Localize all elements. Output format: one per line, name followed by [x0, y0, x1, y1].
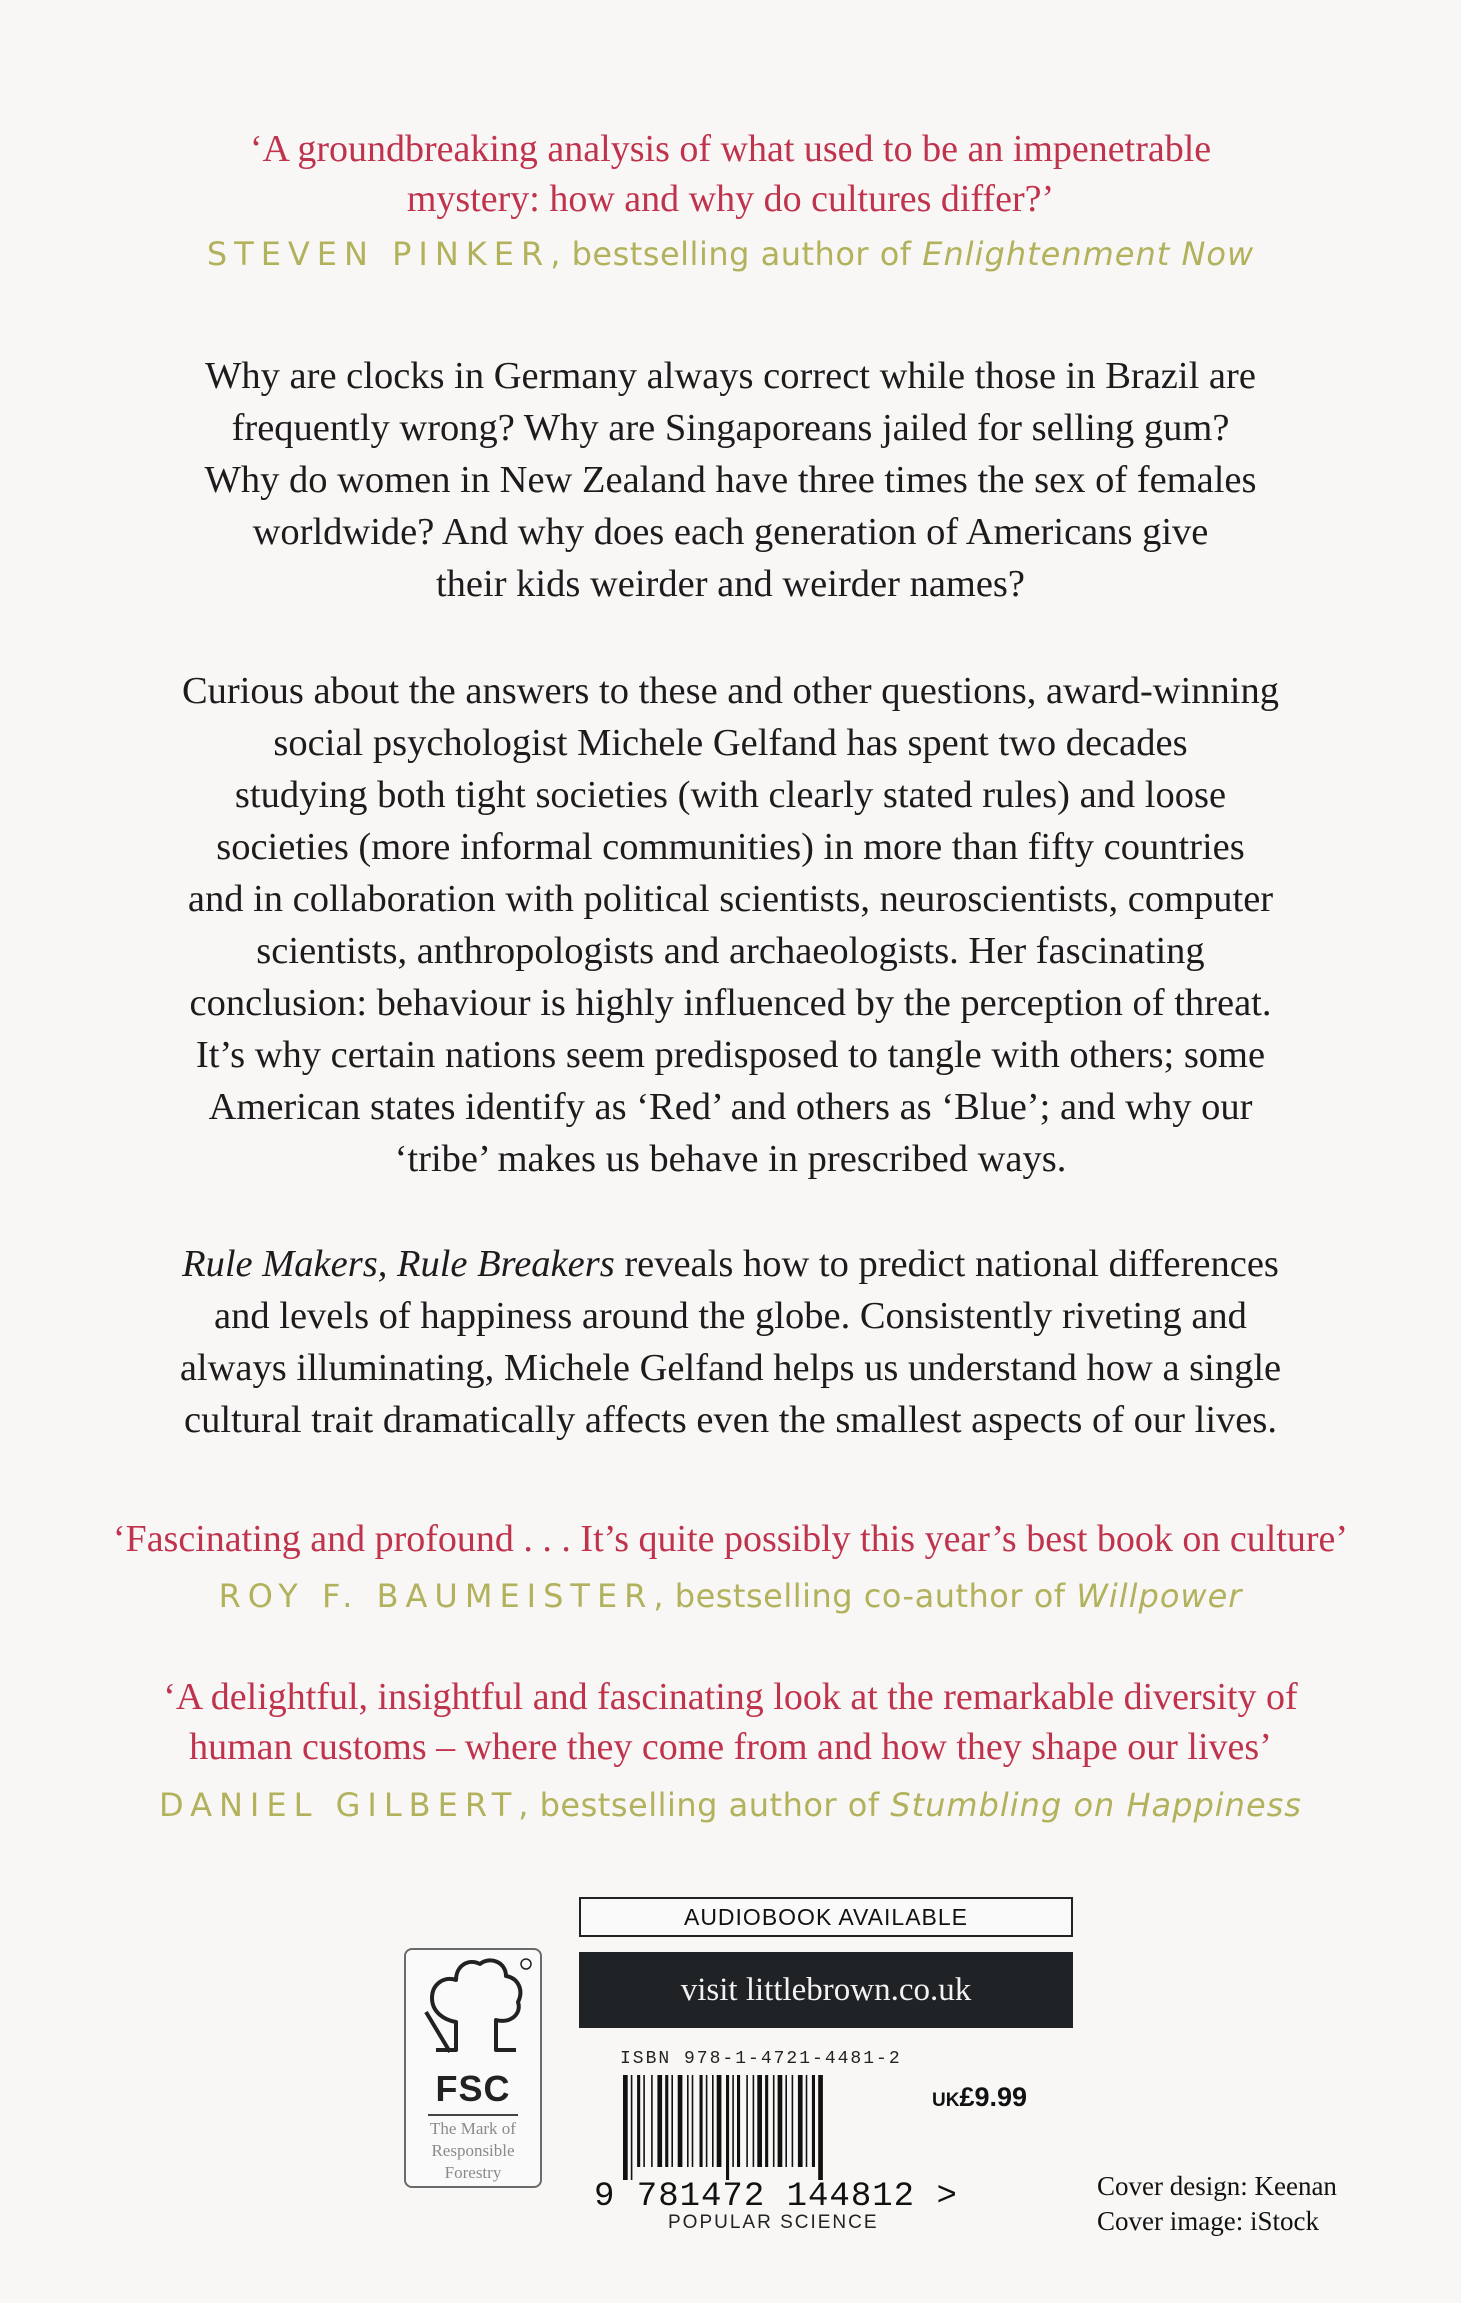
gilbert-quote [0, 1672, 1461, 1772]
audiobook-available-box: AUDIOBOOK AVAILABLE [579, 1897, 1073, 1937]
barcode-bar [717, 2075, 722, 2167]
barcode-bar [792, 2075, 794, 2167]
barcode-bar [687, 2075, 689, 2167]
publisher-website-box[interactable]: visit littlebrown.co.uk [579, 1952, 1073, 2028]
quote-line: human customs – where they come from and how they shape our lives’ [189, 1726, 1272, 1768]
quote-line: ‘A delightful, insightful and fascinating look at the remarkable diversity of [163, 1676, 1298, 1718]
blurb-paragraph-3: Rule Makers, Rule Breakers reveals how to predict national differences and levels of happiness around the globe. Consistently riveting and always illuminating, Michele Gelfand helps us understand how a single cultural trait dramatically affects even the smallest aspects of our lives. [179, 1243, 1282, 1441]
barcode-bar [665, 2075, 668, 2167]
category-label: POPULAR SCIENCE [668, 2212, 879, 2233]
barcode-bar [692, 2075, 694, 2167]
barcode-bar [726, 2075, 729, 2180]
barcode-bar [700, 2075, 703, 2167]
barcode-bar [678, 2075, 683, 2167]
fsc-divider [428, 2114, 518, 2116]
barcode-bar [623, 2075, 628, 2180]
barcode-bar [631, 2075, 633, 2180]
barcode-bar [712, 2075, 714, 2167]
barcode-bar [806, 2075, 808, 2167]
pinker-quote [0, 124, 1461, 224]
barcode-bar [812, 2075, 815, 2167]
barcode-bar [643, 2075, 645, 2167]
barcode-bar [757, 2075, 762, 2167]
book-title: Rule Makers, Rule Breakers [182, 1243, 615, 1285]
quote-line: ‘Fascinating and profound . . . It’s quite possibly this year’s best book on culture’ [112, 1518, 1349, 1560]
barcode-bar [706, 2075, 708, 2167]
pinker-attribution: STEVEN PINKER, bestselling author of Enlightenment Now [206, 235, 1255, 273]
cover-credits: Cover design: Keenan Cover image: iStock [1097, 2171, 1337, 2236]
barcode-bar [637, 2075, 640, 2167]
quote-line: ‘A groundbreaking analysis of what used to be an impenetrable [249, 128, 1212, 170]
gilbert-attribution: DANIEL GILBERT, bestselling author of Stumbling on Happiness [159, 1786, 1302, 1824]
barcode-bar [651, 2075, 653, 2167]
barcode-bar [798, 2075, 803, 2167]
baumeister-attribution: ROY F. BAUMEISTER, bestselling co-author of Willpower [218, 1577, 1243, 1615]
barcode-bar [773, 2075, 775, 2167]
quote-line: mystery: how and why do cultures differ?’ [406, 178, 1055, 220]
barcode-bar [732, 2075, 734, 2167]
barcode-bar [753, 2075, 755, 2167]
barcode-bar [778, 2075, 783, 2167]
barcode-bar [785, 2075, 787, 2167]
fsc-logo [404, 1948, 542, 2188]
fsc-text: FSC [435, 2068, 511, 2109]
barcode-number: 9 781472 144812 > [594, 2178, 958, 2216]
isbn-text: ISBN 978-1-4721-4481-2 [620, 2049, 902, 2069]
barcode-bar [657, 2075, 662, 2167]
baumeister-quote [0, 1514, 1461, 1564]
barcode-bar [765, 2075, 768, 2167]
barcode-bar [671, 2075, 673, 2167]
fsc-tree-icon [406, 1950, 540, 2068]
barcode-bar [818, 2075, 823, 2180]
blurb-paragraph-1: Why are clocks in Germany always correct while those in Brazil are frequently wrong? Why are Singaporeans jailed for selling gum? Why do women in New Zealand have three times the sex of females worldwide? And why does each generation of Americans give their kids weirder and weirder names? [204, 355, 1257, 605]
price: UK£9.99 [932, 2082, 1028, 2112]
barcode [621, 2075, 921, 2180]
blurb-paragraph-2: Curious about the answers to these and other questions, award-winning social psychologist Michele Gelfand has spent two decades studying both tight societies (with clearly stated rules) and loose societies (more informal communities) in more than fifty countries and in collaboration with political scientists, neuroscientists, computer scientists, anthropologists and archaeologists. Her fascinating conclusion: behaviour is highly influenced by the perception of threat. It’s why certain nations seem predisposed to tangle with others; some American states identify as ‘Red’ and others as ‘Blue’; and why our ‘tribe’ makes us behave in prescribed ways. [181, 670, 1280, 1180]
barcode-bar [737, 2075, 740, 2167]
barcode-bar [746, 2075, 748, 2167]
fsc-tagline: The Mark of Responsible Forestry [430, 2119, 516, 2182]
